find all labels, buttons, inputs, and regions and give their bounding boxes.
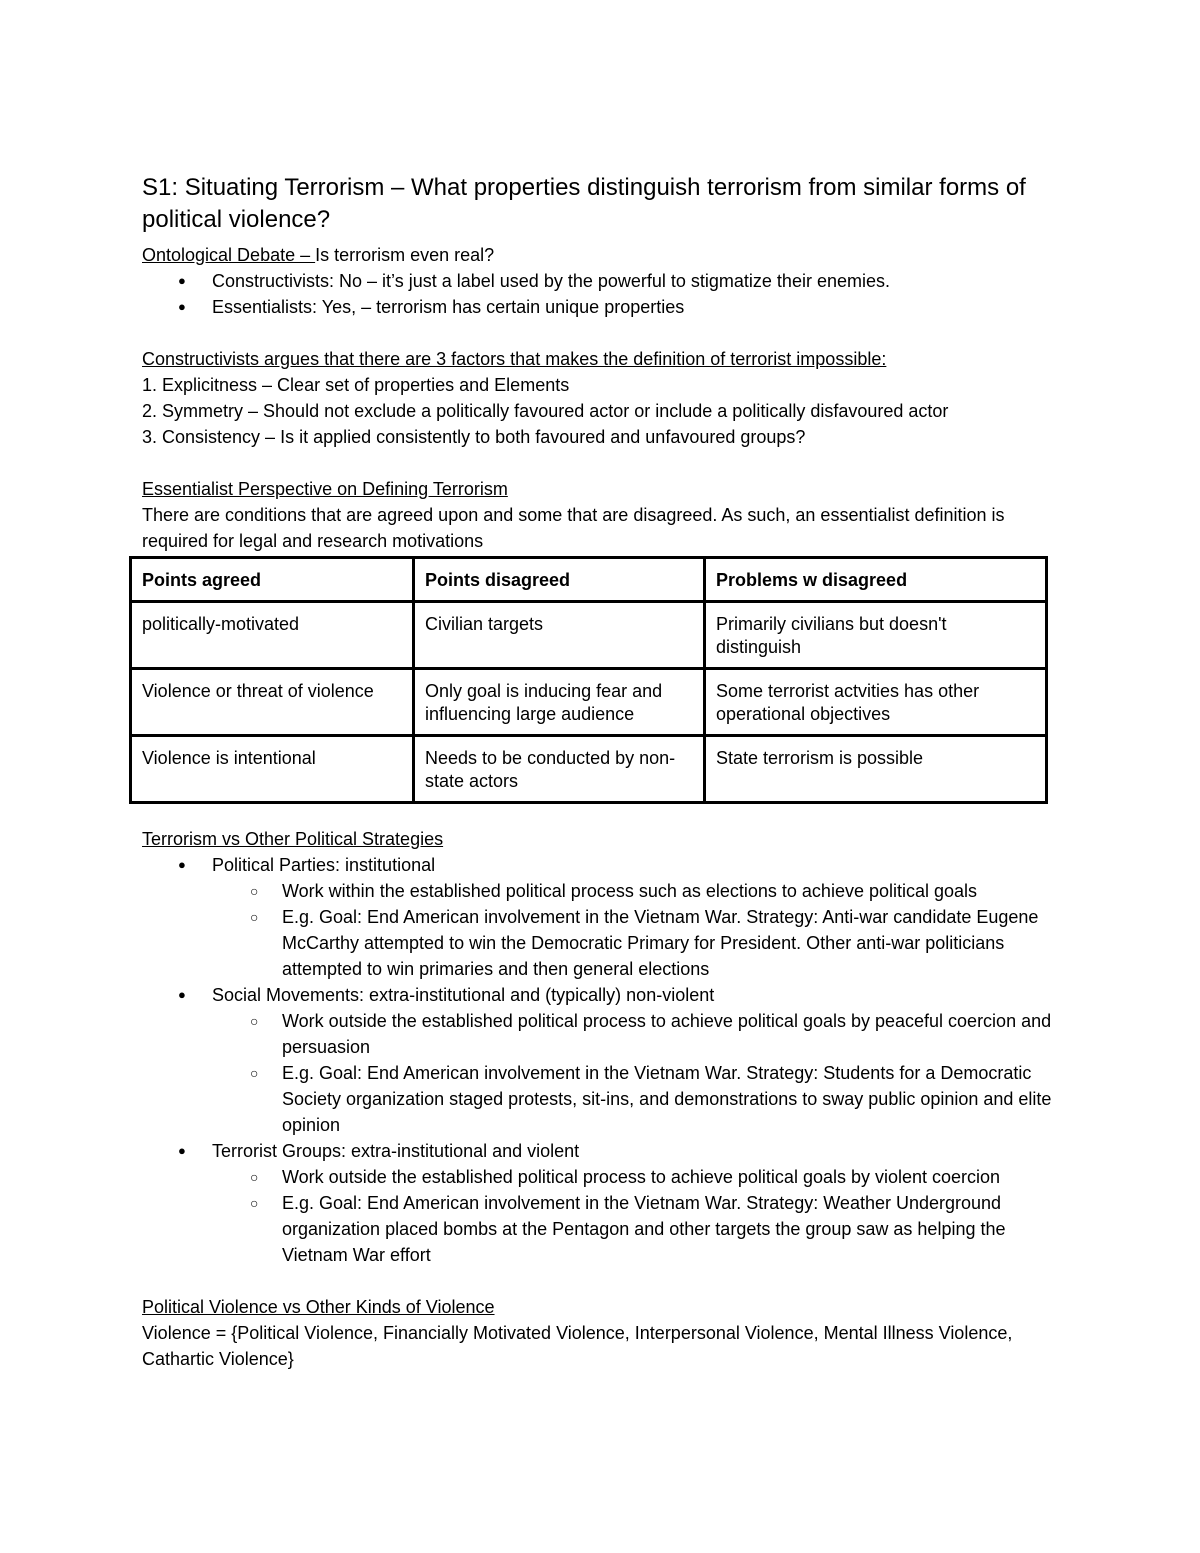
circle-bullet-icon: ○ [250,1169,259,1185]
list-item: ● Political Parties: institutional ○ Work within the established political process such as elections to achieve political goals ○ E.g. Goal: End American involvement in the Vietnam War. Strategy: Anti-war candidate Eugene McCarthy attempted to win the Democratic Primary for President. Other anti-war politicians attempted to win primaries and then general elections [142,852,1062,982]
circle-bullet-icon: ○ [250,1195,259,1211]
table-cell: State terrorism is possible [705,736,1047,803]
table-cell: Some terrorist actvities has other operational objectives [705,669,1047,736]
strategies-list [142,852,1062,1268]
table-header-cell: Points disagreed [414,558,705,602]
list-item: ○ Work outside the established political process to achieve political goals by violent coercion [212,1164,1062,1190]
table-cell: Violence or threat of violence [131,669,414,736]
circle-bullet-icon: ○ [250,883,259,899]
strategies-heading: Terrorism vs Other Political Strategies [142,829,444,849]
table-header-cell: Problems w disagreed [705,558,1047,602]
essentialist-heading: Essentialist Perspective on Defining Terrorism [142,479,508,499]
list-item: ● Social Movements: extra-institutional and (typically) non-violent ○ Work outside the established political process to achieve political goals by peaceful coercion and persuasion ○ E.g. Goal: End American involvement in the Vietnam War. Strategy: Students for a Democratic Society organization staged protests, sit-ins, and demonstrations to sway public opinion and elite opinion [142,982,1062,1138]
table-cell: Civilian targets [414,602,705,669]
table-cell: politically-motivated [131,602,414,669]
violence-text: Violence = {Political Violence, Financially Motivated Violence, Interpersonal Violence, Mental Illness Violence, Cathartic Violence} [142,1323,1013,1369]
table-cell: Primarily civilians but doesn't distinguish [705,602,1047,669]
bullet-icon: ● [178,299,186,314]
ontological-list [142,268,1062,320]
bullet-icon: ● [178,987,186,1002]
essentialist-text: There are conditions that are agreed upon and some that are disagreed. As such, an essentialist definition is required for legal and research motivations [142,505,1005,551]
list-item: ● Terrorist Groups: extra-institutional and violent ○ Work outside the established political process to achieve political goals by violent coercion ○ E.g. Goal: End American involvement in the Vietnam War. Strategy: Weather Underground organization placed bombs at the Pentagon and other targets the group saw as helping the Vietnam War effort [142,1138,1062,1268]
table-row [131,736,1047,803]
circle-bullet-icon: ○ [250,909,259,925]
ontological-heading: Ontological Debate – [142,245,316,265]
constructivists-heading: Constructivists argues that there are 3 factors that makes the definition of terrorist impossible: [142,349,887,369]
list-item: ● Essentialists: Yes, – terrorism has certain unique properties [142,294,1062,320]
list-item: ○ Work within the established political process such as elections to achieve political goals [212,878,1062,904]
ontological-heading-line [142,242,1062,268]
sub-list [212,1164,1062,1268]
list-item: ○ E.g. Goal: End American involvement in the Vietnam War. Strategy: Students for a Democratic Society organization staged protests, sit-ins, and demonstrations to sway public opinion and elite opinion [212,1060,1062,1138]
ontological-question: Is terrorism even real? [315,245,495,265]
table-cell: Only goal is inducing fear and influencing large audience [414,669,705,736]
circle-bullet-icon: ○ [250,1065,259,1081]
page-title: S1: Situating Terrorism – What properties distinguish terrorism from similar forms of political violence? [142,174,1026,233]
sub-list [212,878,1062,982]
table-cell: Needs to be conducted by non-state actors [414,736,705,803]
table-row [131,669,1047,736]
table-header-cell: Points agreed [131,558,414,602]
table-header-row [131,558,1047,602]
bullet-icon: ● [178,273,186,288]
definition-table [129,556,1048,804]
list-item: ○ E.g. Goal: End American involvement in the Vietnam War. Strategy: Anti-war candidate Eugene McCarthy attempted to win the Democratic Primary for President. Other anti-war politicians attempted to win primaries and then general elections [212,904,1062,982]
document-page [142,172,1062,1372]
list-item: ○ Work outside the established political process to achieve political goals by peaceful coercion and persuasion [212,1008,1062,1060]
bullet-icon: ● [178,1143,186,1158]
sub-list [212,1008,1062,1138]
circle-bullet-icon: ○ [250,1013,259,1029]
list-item: ● Constructivists: No – it’s just a label used by the powerful to stigmatize their enemies. [142,268,1062,294]
violence-heading: Political Violence vs Other Kinds of Violence [142,1297,495,1317]
list-item: ○ E.g. Goal: End American involvement in the Vietnam War. Strategy: Weather Underground organization placed bombs at the Pentagon and other targets the group saw as helping the Vietnam War effort [212,1190,1062,1268]
list-item: 3. Consistency – Is it applied consistently to both favoured and unfavoured groups? [142,427,806,447]
bullet-icon: ● [178,857,186,872]
list-item: 1. Explicitness – Clear set of properties and Elements [142,375,570,395]
table-row [131,602,1047,669]
list-item: 2. Symmetry – Should not exclude a politically favoured actor or include a politically disfavoured actor [142,401,949,421]
table-cell: Violence is intentional [131,736,414,803]
